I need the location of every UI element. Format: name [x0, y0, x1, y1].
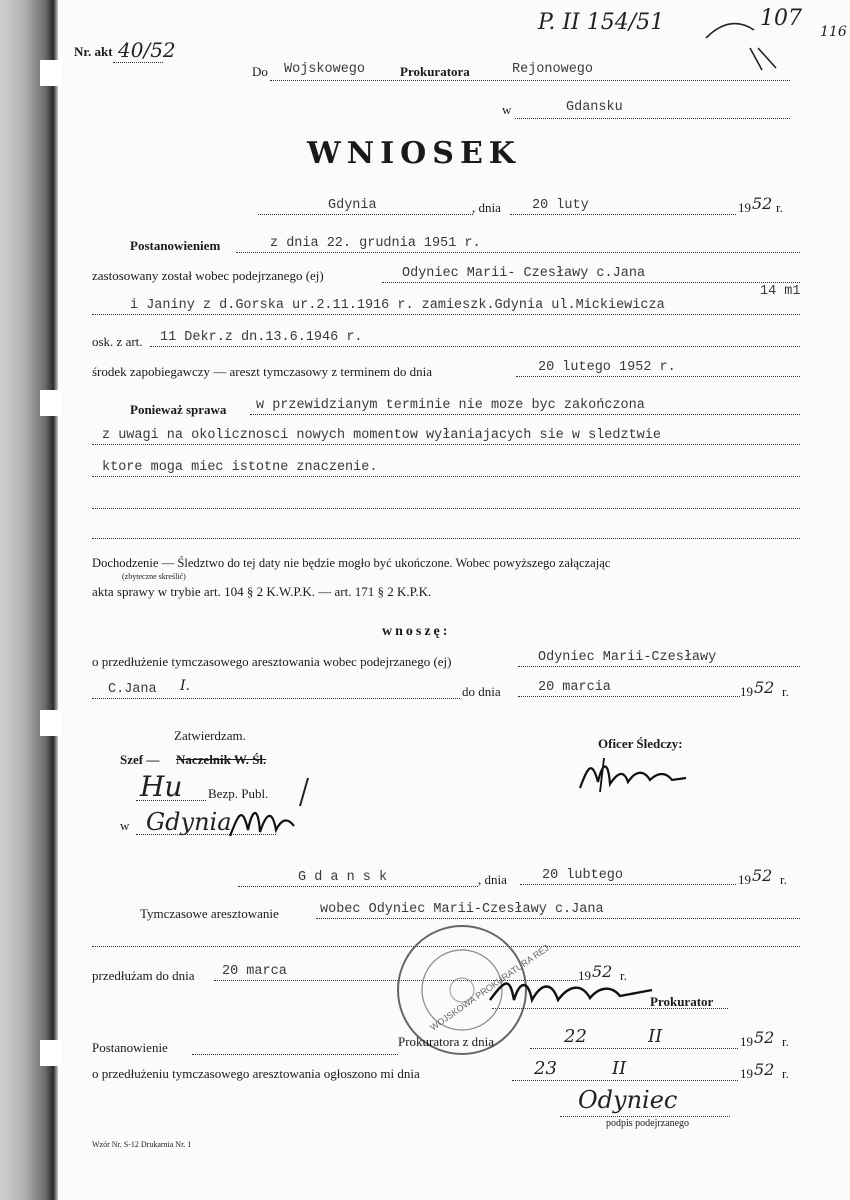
fill-line [512, 1080, 738, 1081]
year-value: 52 [754, 678, 775, 697]
fill-line [92, 314, 800, 315]
wnosze-do-dnia-value: 20 marcia [538, 680, 611, 695]
fill-line [382, 282, 800, 283]
oficer-label: Oficer Śledczy: [598, 736, 683, 751]
podpis-label: podpis podejrzanego [606, 1118, 690, 1129]
bezp-publ-label: Bezp. Publ. [208, 786, 269, 801]
year-prefix: 19 [740, 1034, 753, 1049]
date-value: 20 luty [532, 198, 589, 213]
suspect-name: Odyniec Marii- Czesławy c.Jana [402, 266, 646, 281]
fill-line [92, 444, 800, 445]
postanowieniem-value: z dnia 22. grudnia 1951 r. [270, 236, 481, 251]
fill-line [236, 252, 800, 253]
oficer-signature [574, 752, 694, 798]
fill-line [250, 414, 800, 415]
fill-line [530, 1048, 738, 1049]
addressee-do: Do [252, 64, 268, 79]
fill-line [192, 1054, 398, 1055]
document-title: WNIOSEK [307, 136, 521, 171]
zbyteczne-note: (zbyteczne skreślić) [122, 572, 186, 581]
prokuratora-label: Prokuratora z dnia [398, 1034, 495, 1049]
osk-value: 11 Dekr.z dn.13.6.1946 r. [160, 330, 363, 345]
fill-line [92, 476, 800, 477]
przedluzam-label: przedłużam do dnia [92, 968, 195, 983]
fill-line [518, 666, 800, 667]
year-value: 52 [752, 194, 773, 213]
fill-line [113, 62, 163, 63]
zastosowany-label: zastosowany został wobec podejrzanego (ej) [92, 268, 324, 283]
year-prefix: 19 [738, 200, 751, 215]
corner-number: 107 [760, 6, 802, 31]
corner-code: 116 [820, 24, 847, 40]
osk-label: osk. z art. [92, 334, 143, 349]
year-prefix: 19 [578, 968, 591, 983]
fill-line [92, 538, 800, 539]
naczelnik-label: Naczelnik W. Śl. [176, 752, 267, 767]
year-prefix: 19 [738, 872, 751, 887]
srodek-value: 20 lutego 1952 r. [538, 360, 676, 375]
fill-line [515, 118, 790, 119]
ogl-month: II [612, 1058, 627, 1079]
srodek-label: środek zapobiegawczy — areszt tymczasowy z terminem do dnia [92, 364, 433, 379]
fill-line [258, 214, 473, 215]
nr-akt-value: 40/52 [118, 38, 176, 62]
year-r: r. [776, 200, 783, 215]
approval-signature [226, 796, 298, 846]
fill-line [270, 80, 790, 81]
year-prefix: 19 [740, 684, 753, 699]
fill-line [92, 698, 460, 699]
poniewaz-label: Ponieważ sprawa [130, 402, 227, 417]
year-r: r. [620, 968, 627, 983]
poniewaz-line3: ktore moga miec istotne znaczenie. [102, 460, 378, 475]
punch-hole [40, 710, 62, 736]
fill-line [520, 884, 736, 885]
punch-hole [40, 60, 62, 86]
wnosze-heading: wnoszę: [382, 624, 451, 639]
handwritten-city: Gdynia [146, 808, 232, 836]
wnosze-suspect: Odyniec Marii-Czesławy [538, 650, 717, 665]
postanowienie-label: Postanowienie [92, 1040, 168, 1055]
punch-hole [40, 390, 62, 416]
poniewaz-line1: w przewidzianym terminie nie moze byc zakończona [256, 398, 645, 413]
nr-akt-label: Nr. akt [74, 44, 113, 59]
addressee-rejonowego: Rejonowego [512, 62, 594, 77]
przedluzam-value: 20 marca [222, 964, 287, 979]
handwritten-initials: Hu [140, 770, 183, 803]
prokurator-label: Prokurator [650, 994, 714, 1009]
wnosze-suspect-line2: C.Jana [108, 682, 157, 697]
fill-line [492, 1008, 728, 1009]
fill-line [510, 214, 736, 215]
fill-line [516, 376, 800, 377]
addressee-wojskowego: Wojskowego [284, 62, 366, 77]
year-value: 52 [752, 866, 773, 885]
prosecutor-date: 20 lubtego [542, 868, 624, 883]
fill-line [316, 918, 800, 919]
year-value: 52 [592, 962, 613, 981]
dnia-label: , dnia [472, 200, 501, 215]
dochodzenie-text: Dochodzenie — Śledztwo do tej daty nie będzie mogło być ukończone. Wobec powyższego załączając [92, 556, 611, 570]
year-r: r. [782, 1034, 789, 1049]
year-r: r. [780, 872, 787, 887]
case-ref: P. II 154/51 [538, 10, 665, 35]
prok-day: 22 [564, 1026, 587, 1047]
year-r: r. [782, 684, 789, 699]
akta-text: akta sprawy w trybie art. 104 § 2 K.W.P.K. — art. 171 § 2 K.P.K. [92, 584, 432, 599]
prosecutor-place: G d a n s k [298, 870, 388, 885]
addressee-w: w [502, 102, 512, 117]
year-value: 52 [754, 1028, 775, 1047]
form-footer: Wzór Nr. S-12 Drukarnia Nr. 1 [92, 1140, 192, 1149]
suspect-address-extra: 14 m1 [760, 284, 801, 299]
wnosze-label: o przedłużenie tymczasowego aresztowania wobec podejrzanego (ej) [92, 654, 452, 669]
punch-hole [40, 1040, 62, 1066]
wnosze-do-dnia-label: do dnia [462, 684, 501, 699]
fill-line [136, 834, 276, 835]
fill-line [150, 346, 800, 347]
w-label: w [120, 818, 130, 833]
year-r: r. [782, 1066, 789, 1081]
tymczasowe-label: Tymczasowe aresztowanie [140, 906, 279, 921]
wnosze-mark: I. [180, 678, 190, 694]
binding-edge [0, 0, 58, 1200]
stamp-text: WOJSKOWA PROKURATURA REJ. [428, 941, 553, 1033]
year-value: 52 [754, 1060, 775, 1079]
prok-month: II [648, 1026, 663, 1047]
ogloszono-label: o przedłużeniu tymczasowego aresztowania ogłoszono mi dnia [92, 1066, 420, 1081]
addressee-prokuratora: Prokuratora [400, 64, 470, 79]
fill-line [92, 508, 800, 509]
fill-line [518, 696, 740, 697]
suspect-signature: Odyniec [578, 1086, 678, 1114]
zatwierdzam-label: Zatwierdzam. [174, 728, 246, 743]
place: Gdynia [328, 198, 377, 213]
szef-label: Szef — [120, 752, 160, 767]
ogl-day: 23 [534, 1058, 557, 1079]
dnia-label: , dnia [478, 872, 507, 887]
fill-line [238, 886, 478, 887]
poniewaz-line2: z uwagi na okolicznosci nowych momentow wyłaniajacych sie w sledztwie [102, 428, 661, 443]
suspect-details: i Janiny z d.Gorska ur.2.11.1916 r. zamieszk.Gdynia ul.Mickiewicza [130, 298, 665, 313]
postanowieniem-label: Postanowieniem [130, 238, 221, 253]
addressee-city: Gdansku [566, 100, 623, 115]
year-prefix: 19 [740, 1066, 753, 1081]
fill-line [136, 800, 206, 801]
tymczasowe-value: wobec Odyniec Marii-Czesławy c.Jana [320, 902, 604, 917]
fill-line [560, 1116, 730, 1117]
